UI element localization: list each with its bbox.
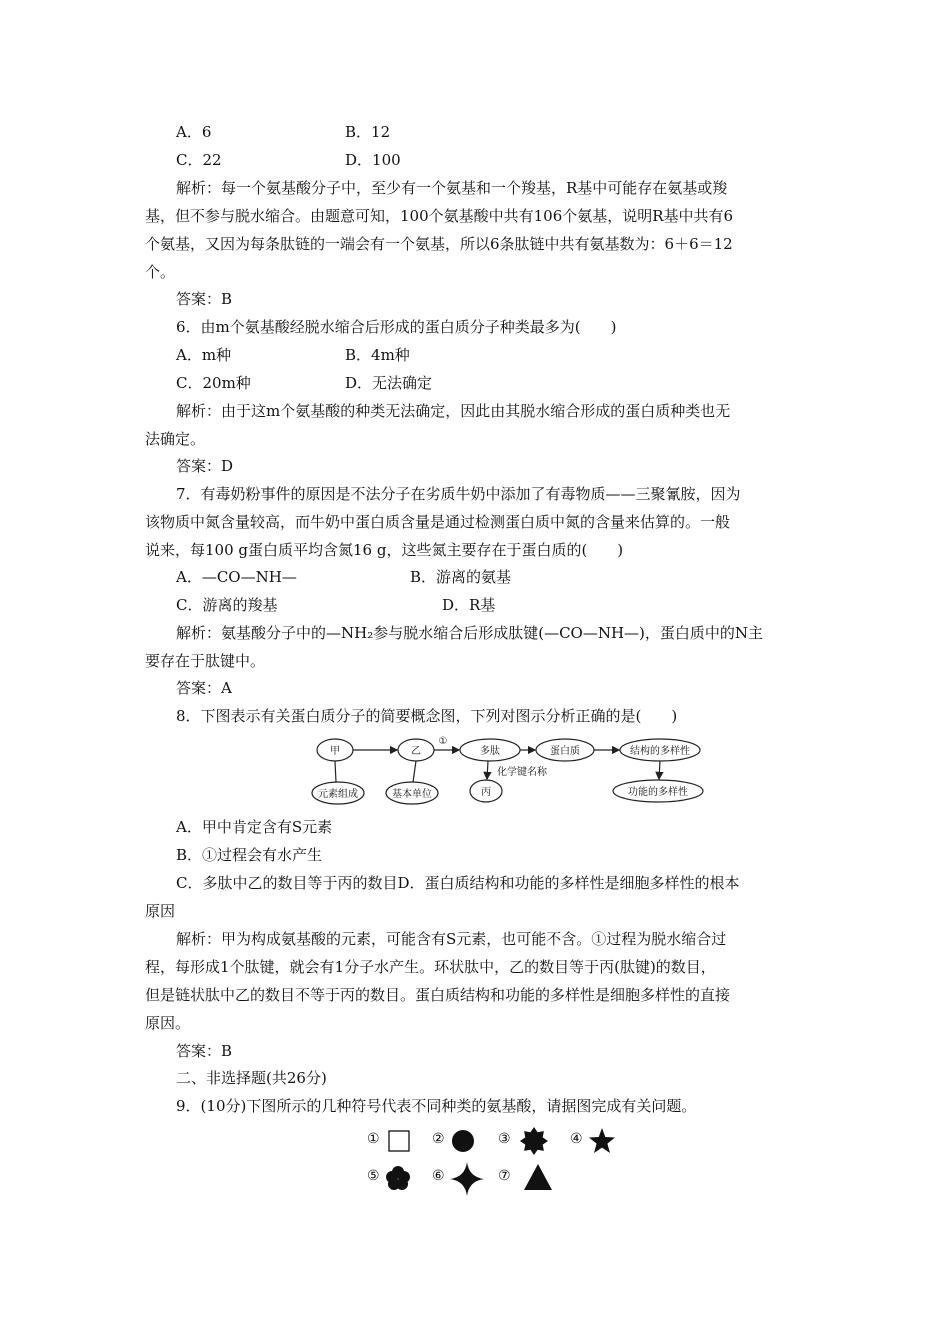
q5-analysis-line: 个氨基，又因为每条肽链的一端会有一个氨基，所以6条肽链中共有氨基数为：6＋6＝12 <box>145 235 733 253</box>
q6-option-a: A．m种 <box>176 346 232 364</box>
square-outline-icon <box>387 1129 411 1153</box>
q7-analysis-line: 要存在于肽键中。 <box>145 652 266 670</box>
q8-analysis-line: 程，每形成1个肽键，就会有1分子水产生。环状肽中，乙的数目等于丙(肽键)的数目， <box>145 958 716 976</box>
diagram-label-step: ① <box>438 736 448 747</box>
q6-option-b: B．4m种 <box>345 346 410 364</box>
q5-analysis-line: 个。 <box>145 263 176 281</box>
flower-icon <box>385 1165 411 1191</box>
q7-stem-line: 该物质中氮含量较高，而牛奶中蛋白质含量是通过检测蛋白质中氮的含量来估算的。一般 <box>145 513 731 531</box>
diagram-label-yi: 乙 <box>411 746 421 757</box>
diagram-label-jiegou: 结构的多样性 <box>630 746 690 757</box>
q6-analysis-line: 法确定。 <box>145 430 206 448</box>
q7-stem-line: 说来，每100 g蛋白质平均含氮16 g，这些氮主要存在于蛋白质的( ) <box>145 541 624 559</box>
q8-analysis-line: 解析：甲为构成氨基酸的元素，可能含有S元素，也可能不含。①过程为脱水缩合过 <box>176 930 727 948</box>
symbol-label-2: ② <box>432 1131 445 1147</box>
protein-concept-diagram <box>300 733 720 813</box>
circle-filled-icon <box>451 1129 475 1153</box>
q7-option-c: C．游离的羧基 <box>176 596 278 614</box>
q7-answer: 答案：A <box>176 679 232 697</box>
q5-analysis-line: 基，但不参与脱水缩合。由题意可知，100个氨基酸中共有106个氨基，说明R基中共有6 <box>145 207 734 225</box>
octagram-icon <box>520 1127 548 1155</box>
section-heading: 二、非选择题(共26分) <box>176 1069 327 1087</box>
q6-analysis-line: 解析：由于这m个氨基酸的种类无法确定，因此由其脱水缩合形成的蛋白质种类也无 <box>176 402 731 420</box>
q6-answer: 答案：D <box>176 457 234 475</box>
diagram-label-jia: 甲 <box>330 746 340 757</box>
symbol-label-1: ① <box>367 1131 380 1147</box>
four-point-star-icon <box>450 1162 484 1196</box>
q8-option-cd: C．多肽中乙的数目等于丙的数目D．蛋白质结构和功能的多样性是细胞多样性的根本 <box>176 874 740 892</box>
diagram-label-jiben: 基本单位 <box>392 789 432 800</box>
q5-option-b: B．12 <box>345 123 391 141</box>
q8-answer: 答案：B <box>176 1042 233 1060</box>
q8-option-a: A．甲中肯定含有S元素 <box>176 818 333 836</box>
q5-answer: 答案：B <box>176 290 233 308</box>
q6-option-c: C．20m种 <box>176 374 251 392</box>
diagram-label-duotai: 多肽 <box>480 746 500 757</box>
q8-option-b: B．①过程会有水产生 <box>176 846 323 864</box>
symbol-label-7: ⑦ <box>498 1168 511 1184</box>
q8-analysis-line: 但是链状肽中乙的数目不等于丙的数目。蛋白质结构和功能的多样性是细胞多样性的直接 <box>145 986 731 1004</box>
q5-option-a: A．6 <box>176 123 212 141</box>
symbol-label-3: ③ <box>498 1131 511 1147</box>
symbol-label-4: ④ <box>570 1131 583 1147</box>
symbol-label-5: ⑤ <box>367 1168 380 1184</box>
q7-analysis-line: 解析：氨基酸分子中的—NH₂参与脱水缩合后形成肽键(—CO—NH—)，蛋白质中的N主 <box>176 624 764 642</box>
q7-option-a: A．—CO—NH— <box>176 568 297 586</box>
symbol-label-6: ⑥ <box>432 1168 445 1184</box>
q5-option-c: C．22 <box>176 151 222 169</box>
diagram-label-bing: 丙 <box>481 787 491 798</box>
triangle-icon <box>523 1163 553 1191</box>
q6-option-d: D．无法确定 <box>345 374 433 392</box>
q7-stem-line: 7．有毒奶粉事件的原因是不法分子在劣质牛奶中添加了有毒物质——三聚氰胺，因为 <box>176 485 741 503</box>
diagram-label-yuansu: 元素组成 <box>318 789 358 800</box>
q7-option-d: D．R基 <box>442 596 496 614</box>
q8-stem: 8．下图表示有关蛋白质分子的简要概念图，下列对图示分析正确的是( ) <box>176 707 678 725</box>
q5-analysis-line: 解析：每一个氨基酸分子中，至少有一个氨基和一个羧基，R基中可能存在氨基或羧 <box>176 179 728 197</box>
q5-option-d: D．100 <box>345 151 401 169</box>
q8-analysis-line: 原因。 <box>145 1014 191 1032</box>
q9-stem: 9．(10分)下图所示的几种符号代表不同种类的氨基酸，请据图完成有关问题。 <box>176 1097 697 1115</box>
q6-stem: 6．由m个氨基酸经脱水缩合后形成的蛋白质分子种类最多为( ) <box>176 318 617 336</box>
q8-option-cd-continued: 原因 <box>145 902 176 920</box>
star-icon <box>588 1127 616 1155</box>
q7-option-b: B．游离的氨基 <box>410 568 512 586</box>
diagram-label-danbaizhi: 蛋白质 <box>550 746 580 757</box>
diagram-label-huaxuejian: 化学键名称 <box>497 767 547 778</box>
diagram-label-gongneng: 功能的多样性 <box>628 787 688 798</box>
